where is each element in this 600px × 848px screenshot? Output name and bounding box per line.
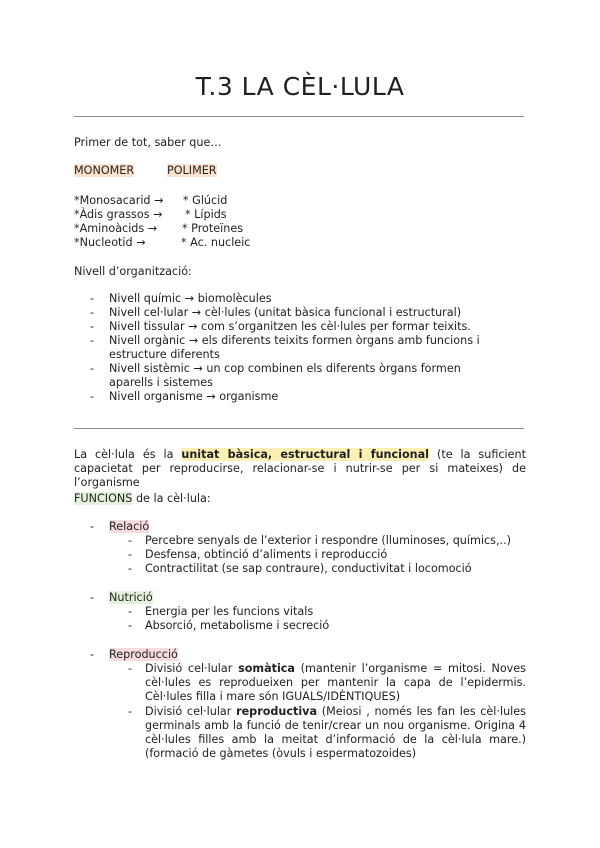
page-title: T.3 LA CÈL·LULA (195, 72, 405, 101)
monomer-header-label: MONOMER (74, 164, 135, 177)
levels-title: Nivell d’organització: (74, 265, 192, 278)
level-item: Nivell tissular → com s’organitzen les cèl·lules per formar teixits. (109, 320, 471, 333)
function-heading (109, 648, 178, 662)
monomer-item: *Aminoàcids → (74, 222, 158, 235)
definition-highlight: unitat bàsica, estructural i funcional (181, 448, 430, 461)
bullet-marker: - (90, 390, 95, 403)
bullet-marker: - (90, 306, 95, 319)
bullet-marker: - (90, 320, 95, 333)
function-subitem: Energia per les funcions vitals (145, 605, 314, 618)
subitem-text: (Meiosi , només les fan les cèl·lules germinals amb la funció de tenir/crear un nou organisme. Origina 4 cèl·lules filles amb la meitat d’informació de la cèl·lula mare.) (formació de gàmetes (òvuls i espermatozoides) (145, 705, 526, 760)
cell-definition (74, 448, 526, 490)
level-item: Nivell orgànic → els diferents teixits formen òrgans amb funcions i estructure diferents (109, 334, 480, 361)
bullet-marker: - (90, 591, 95, 604)
intro-text: Primer de tot, saber que… (74, 136, 222, 149)
polimer-item: * Glúcid (183, 194, 228, 207)
bullet-marker: - (128, 662, 133, 675)
monomer-item: *Àdis grassos → (74, 208, 163, 221)
definition-text: (te la suficient capacietat per reproducirse, relacionar-se i nutrir-se per si mateixes) de l’organisme (74, 448, 527, 489)
subitem-bold: somàtica (238, 662, 295, 675)
function-heading (109, 591, 153, 605)
function-subitem (145, 705, 526, 761)
polimer-item: * Ac. nucleic (181, 236, 251, 249)
subitem-bold: reproductiva (236, 705, 318, 718)
function-name-nutricio: Nutrició (109, 591, 153, 604)
polimer-header (167, 164, 217, 178)
bullet-marker: - (128, 619, 133, 632)
definition-text: La cèl·lula és la (74, 448, 182, 461)
function-heading (109, 520, 149, 534)
function-name-relacio: Relació (109, 520, 150, 533)
bullet-marker: - (128, 605, 133, 618)
bullet-marker: - (128, 562, 133, 575)
bullet-marker: - (90, 334, 95, 347)
monomer-item: *Monosacarid → (74, 194, 164, 207)
level-item: Nivell cel·lular → cèl·lules (unitat bàsica funcional i estructural) (109, 306, 462, 319)
bullet-marker: - (90, 520, 95, 533)
bullet-marker: - (128, 548, 133, 561)
bullet-marker: - (90, 648, 95, 661)
function-subitem: Desfensa, obtinció d’aliments i reproducció (145, 548, 388, 561)
monomer-header (74, 164, 134, 178)
monomer-item: *Nucleotid → (74, 236, 146, 249)
subitem-text: (mantenir l’organisme = mitosi. Noves cèl·lules es reprodueixen per mantenir la capa de l’epidermis. Cèl·lules filla i mare són IGUALS/IDÈNTIQUES) (145, 662, 526, 703)
bullet-marker: - (128, 534, 133, 547)
polimer-header-label: POLIMER (167, 164, 217, 177)
section-divider (74, 428, 524, 429)
function-subitem (145, 662, 526, 704)
subitem-text: Divisió cel·lular (145, 662, 239, 675)
function-name-reproduccio: Reproducció (109, 648, 178, 661)
level-item: Nivell organisme → organisme (109, 390, 279, 403)
functions-title (74, 492, 211, 506)
subitem-text: Divisió cel·lular (145, 705, 237, 718)
function-subitem: Percebre senyals de l’exterior i respondre (lluminoses, químics,..) (145, 534, 512, 547)
bullet-marker: - (90, 292, 95, 305)
function-subitem: Absorció, metabolisme i secreció (145, 619, 330, 632)
polimer-item: * Proteïnes (182, 222, 244, 235)
functions-title-rest: de la cèl·lula: (132, 492, 211, 505)
title-divider (74, 116, 524, 117)
bullet-marker: - (90, 362, 95, 375)
functions-title-highlight: FUNCIONS (74, 492, 133, 505)
level-item: Nivell sistèmic → un cop combinen els diferents òrgans formen aparells i sistemes (109, 362, 461, 389)
level-item: Nivell químic → biomolècules (109, 292, 272, 305)
function-subitem: Contractilitat (se sap contraure), conductivitat i locomoció (145, 562, 472, 575)
bullet-marker: - (128, 705, 133, 718)
polimer-item: * Lípids (185, 208, 227, 221)
